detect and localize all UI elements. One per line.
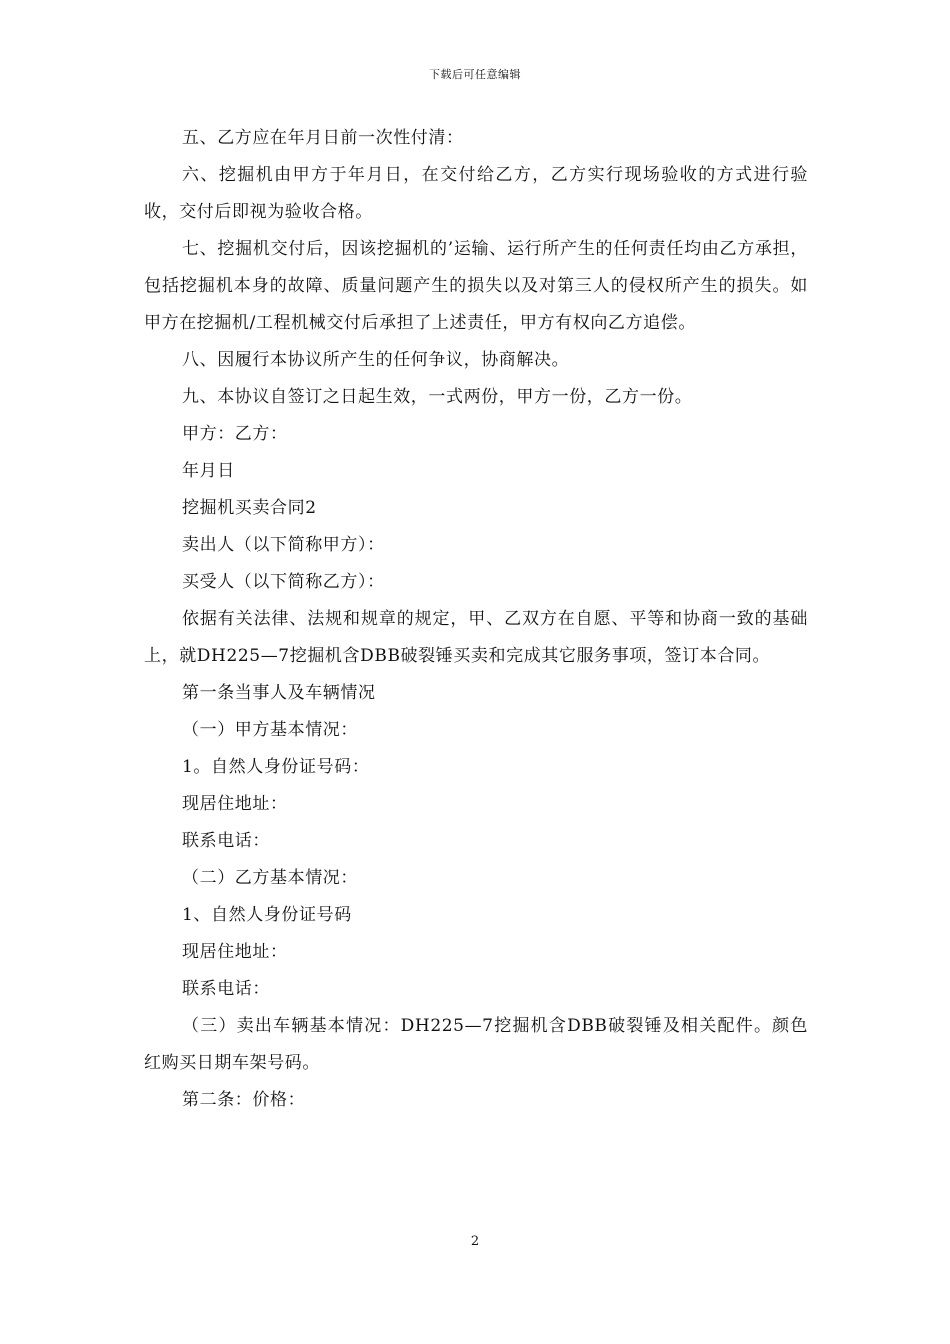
- paragraph: 1。自然人身份证号码：: [182, 757, 370, 777]
- paragraph: （一）甲方基本情况：: [182, 720, 358, 740]
- paragraph: 年月日: [182, 461, 235, 481]
- page-number: 2: [470, 1234, 480, 1249]
- paragraph: （三）卖出车辆基本情况：DH225—7挖掘机含DBB破裂锤及相关配件。颜色红购买日期车架号码。: [144, 1016, 808, 1073]
- paragraph: 买受人（以下简称乙方）：: [182, 572, 385, 592]
- paragraph: 八、因履行本协议所产生的任何争议，协商解决。: [182, 350, 570, 370]
- paragraph: 七、挖掘机交付后，因该挖掘机的’运输、运行所产生的任何责任均由乙方承担，包括挖掘机本身的故障、质量问题产生的损失以及对第三人的侵权所产生的损失。如甲方在挖掘机/工程机械交付后承担了上述责任，甲方有权向乙方追偿。: [144, 239, 808, 333]
- document-body: [144, 120, 808, 1119]
- contract-title: 挖掘机买卖合同2: [182, 498, 317, 518]
- section-heading: 第一条当事人及车辆情况: [182, 683, 376, 703]
- paragraph: 依据有关法律、法规和规章的规定，甲、乙双方在自愿、平等和协商一致的基础上，就DH225—7挖掘机含DBB破裂锤买卖和完成其它服务事项，签订本合同。: [144, 609, 808, 666]
- paragraph: （二）乙方基本情况：: [182, 868, 358, 888]
- paragraph: 五、乙方应在年月日前一次性付清：: [182, 128, 464, 148]
- paragraph: 九、本协议自签订之日起生效，一式两份，甲方一份，乙方一份。: [182, 387, 693, 407]
- paragraph: 1、自然人身份证号码: [182, 905, 352, 925]
- paragraph: 联系电话：: [182, 831, 270, 851]
- page-header: 下载后可任意编辑: [429, 68, 521, 81]
- paragraph: 联系电话：: [182, 979, 270, 999]
- paragraph: 卖出人（以下简称甲方）：: [182, 535, 385, 555]
- section-heading: 第二条：价格：: [182, 1090, 306, 1110]
- paragraph: 六、挖掘机由甲方于年月日，在交付给乙方，乙方实行现场验收的方式进行验收，交付后即视为验收合格。: [144, 165, 808, 222]
- paragraph: 现居住地址：: [182, 942, 288, 962]
- paragraph: 现居住地址：: [182, 794, 288, 814]
- paragraph: 甲方：乙方：: [182, 424, 288, 444]
